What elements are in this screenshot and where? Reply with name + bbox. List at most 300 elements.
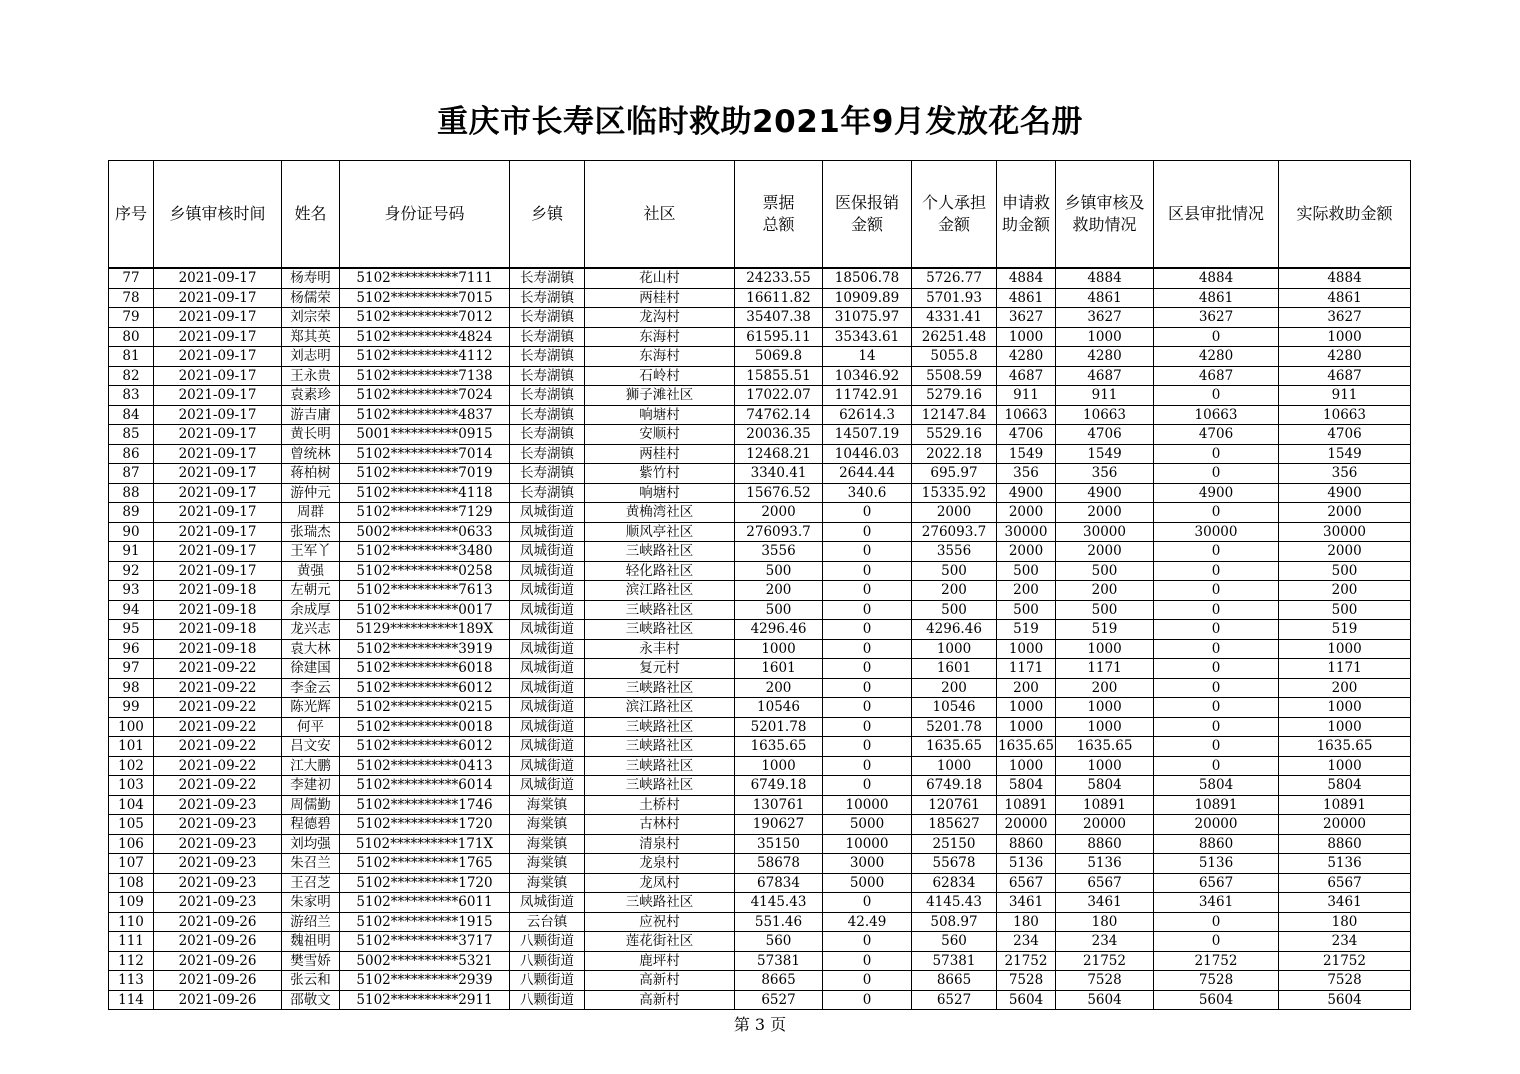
table-cell: 2644.44 [823, 464, 912, 484]
table-cell: 紫竹村 [585, 464, 735, 484]
table-cell: 0 [1154, 659, 1279, 679]
table-cell: 1601 [912, 659, 997, 679]
table-cell: 刘志明 [282, 347, 340, 367]
table-cell: 2021-09-17 [154, 347, 282, 367]
table-cell: 5001**********0915 [340, 425, 510, 445]
table-cell: 两桂村 [585, 444, 735, 464]
table-cell: 7528 [1279, 971, 1411, 991]
table-cell: 911 [1279, 386, 1411, 406]
table-cell: 三峡路社区 [585, 542, 735, 562]
table-cell: 三峡路社区 [585, 893, 735, 913]
table-cell: 4331.41 [912, 308, 997, 328]
table-cell: 5102**********4824 [340, 327, 510, 347]
table-cell: 袁素珍 [282, 386, 340, 406]
table-cell: 5604 [997, 990, 1056, 1010]
table-cell: 5102**********7613 [340, 581, 510, 601]
table-cell: 土桥村 [585, 795, 735, 815]
table-cell: 4900 [1279, 483, 1411, 503]
table-cell: 4280 [1154, 347, 1279, 367]
table-cell: 5136 [1056, 854, 1154, 874]
table-cell: 1000 [1279, 639, 1411, 659]
table-cell: 30000 [1154, 522, 1279, 542]
table-cell: 35407.38 [735, 308, 823, 328]
table-cell: 2021-09-17 [154, 483, 282, 503]
table-cell: 杨儒荣 [282, 288, 340, 308]
table-row [109, 971, 1411, 991]
table-cell: 2021-09-18 [154, 639, 282, 659]
table-cell: 程德碧 [282, 815, 340, 835]
table-cell: 0 [823, 737, 912, 757]
table-cell: 519 [997, 620, 1056, 640]
table-cell: 15335.92 [912, 483, 997, 503]
table-cell: 长寿湖镇 [510, 444, 585, 464]
table-cell: 1000 [735, 639, 823, 659]
table-cell: 200 [1279, 678, 1411, 698]
table-cell: 7528 [1154, 971, 1279, 991]
table-cell: 3627 [1056, 308, 1154, 328]
table-cell: 2021-09-26 [154, 912, 282, 932]
table-cell: 508.97 [912, 912, 997, 932]
table-cell: 10663 [1056, 405, 1154, 425]
table-cell: 5102**********7015 [340, 288, 510, 308]
column-header: 区县审批情况 [1154, 161, 1279, 269]
table-cell: 340.6 [823, 483, 912, 503]
table-cell: 8860 [1154, 834, 1279, 854]
table-cell: 2021-09-18 [154, 600, 282, 620]
table-cell: 永丰村 [585, 639, 735, 659]
table-cell: 20000 [1056, 815, 1154, 835]
table-cell: 凤城街道 [510, 717, 585, 737]
table-cell: 魏祖明 [282, 932, 340, 952]
table-cell: 5102**********3919 [340, 639, 510, 659]
table-cell: 5102**********4112 [340, 347, 510, 367]
table-row [109, 834, 1411, 854]
table-cell: 古林村 [585, 815, 735, 835]
table-cell: 3461 [1056, 893, 1154, 913]
table-cell: 海棠镇 [510, 873, 585, 893]
table-cell: 102 [109, 756, 154, 776]
table-cell: 5102**********6018 [340, 659, 510, 679]
table-cell: 复元村 [585, 659, 735, 679]
table-row [109, 678, 1411, 698]
table-cell: 0 [1154, 386, 1279, 406]
table-cell: 6567 [1279, 873, 1411, 893]
table-cell: 0 [1154, 503, 1279, 523]
table-cell: 106 [109, 834, 154, 854]
table-cell: 10663 [997, 405, 1056, 425]
table-cell: 10000 [823, 795, 912, 815]
table-cell: 3627 [1154, 308, 1279, 328]
table-cell: 0 [1154, 639, 1279, 659]
table-cell: 180 [997, 912, 1056, 932]
table-cell: 2021-09-17 [154, 561, 282, 581]
table-cell: 5136 [1154, 854, 1279, 874]
table-cell: 4296.46 [735, 620, 823, 640]
table-cell: 10446.03 [823, 444, 912, 464]
table-row [109, 951, 1411, 971]
table-cell: 凤城街道 [510, 678, 585, 698]
table-cell: 2021-09-26 [154, 932, 282, 952]
table-cell: 陈光辉 [282, 698, 340, 718]
table-row [109, 600, 1411, 620]
table-cell: 0 [823, 932, 912, 952]
table-cell: 2022.18 [912, 444, 997, 464]
table-cell: 200 [912, 678, 997, 698]
table-cell: 200 [1056, 678, 1154, 698]
table-cell: 58678 [735, 854, 823, 874]
table-cell: 4900 [997, 483, 1056, 503]
table-cell: 5201.78 [912, 717, 997, 737]
table-cell: 500 [1279, 561, 1411, 581]
table-cell: 3556 [912, 542, 997, 562]
table-cell: 0 [823, 678, 912, 698]
table-cell: 93 [109, 581, 154, 601]
table-cell: 5102**********6012 [340, 678, 510, 698]
table-cell: 5000 [823, 815, 912, 835]
table-row [109, 561, 1411, 581]
table-cell: 10891 [1154, 795, 1279, 815]
table-row [109, 542, 1411, 562]
table-cell: 6527 [912, 990, 997, 1010]
table-cell: 62614.3 [823, 405, 912, 425]
table-cell: 8665 [912, 971, 997, 991]
table-row [109, 737, 1411, 757]
table-row [109, 795, 1411, 815]
table-cell: 107 [109, 854, 154, 874]
table-cell: 2021-09-26 [154, 971, 282, 991]
table-cell: 5102**********6012 [340, 737, 510, 757]
table-cell: 1000 [912, 756, 997, 776]
table-cell: 67834 [735, 873, 823, 893]
table-cell: 6567 [997, 873, 1056, 893]
table-cell: 101 [109, 737, 154, 757]
table-cell: 黄桷湾社区 [585, 503, 735, 523]
table-cell: 江大鹏 [282, 756, 340, 776]
table-cell: 蒋柏树 [282, 464, 340, 484]
table-cell: 2021-09-17 [154, 425, 282, 445]
table-cell: 0 [823, 776, 912, 796]
table-cell: 0 [1154, 678, 1279, 698]
table-cell: 4687 [1279, 366, 1411, 386]
table-cell: 黄长明 [282, 425, 340, 445]
table-row [109, 717, 1411, 737]
table-row [109, 425, 1411, 445]
table-cell: 余成厚 [282, 600, 340, 620]
table-cell: 83 [109, 386, 154, 406]
table-cell: 42.49 [823, 912, 912, 932]
table-cell: 10000 [823, 834, 912, 854]
table-row [109, 327, 1411, 347]
table-cell: 2021-09-17 [154, 327, 282, 347]
table-row [109, 386, 1411, 406]
table-cell: 5804 [997, 776, 1056, 796]
table-cell: 5102**********7138 [340, 366, 510, 386]
table-cell: 0 [823, 542, 912, 562]
table-cell: 1000 [1279, 698, 1411, 718]
table-cell: 4145.43 [912, 893, 997, 913]
table-cell: 滨江路社区 [585, 698, 735, 718]
table-cell: 1000 [997, 756, 1056, 776]
table-cell: 551.46 [735, 912, 823, 932]
table-cell: 113 [109, 971, 154, 991]
table-cell: 安顺村 [585, 425, 735, 445]
table-row [109, 990, 1411, 1010]
table-cell: 1000 [997, 639, 1056, 659]
column-header: 姓名 [282, 161, 340, 269]
table-cell: 海棠镇 [510, 815, 585, 835]
table-cell: 109 [109, 893, 154, 913]
table-cell: 吕文安 [282, 737, 340, 757]
table-cell: 5136 [1279, 854, 1411, 874]
table-cell: 长寿湖镇 [510, 347, 585, 367]
table-cell: 4296.46 [912, 620, 997, 640]
table-row [109, 464, 1411, 484]
table-cell: 5604 [1154, 990, 1279, 1010]
table-cell: 长寿湖镇 [510, 464, 585, 484]
table-cell: 游仲元 [282, 483, 340, 503]
table-cell: 8860 [1056, 834, 1154, 854]
table-cell: 1000 [912, 639, 997, 659]
table-cell: 轻化路社区 [585, 561, 735, 581]
table-row [109, 308, 1411, 328]
table-row [109, 366, 1411, 386]
table-cell: 东海村 [585, 347, 735, 367]
table-cell: 2021-09-17 [154, 542, 282, 562]
page-title: 重庆市长寿区临时救助2021年9月发放花名册 [437, 104, 1083, 140]
table-cell: 2021-09-22 [154, 717, 282, 737]
table-cell: 234 [997, 932, 1056, 952]
table-cell: 85 [109, 425, 154, 445]
table-cell: 5102**********0215 [340, 698, 510, 718]
column-header: 乡镇审核及 救助情况 [1056, 161, 1154, 269]
table-cell: 邵敬文 [282, 990, 340, 1010]
table-cell: 0 [823, 503, 912, 523]
table-cell: 5804 [1056, 776, 1154, 796]
table-cell: 81 [109, 347, 154, 367]
table-cell: 1000 [1056, 756, 1154, 776]
table-cell: 2021-09-17 [154, 366, 282, 386]
table-row [109, 347, 1411, 367]
table-cell: 0 [823, 561, 912, 581]
table-cell: 5069.8 [735, 347, 823, 367]
table-cell: 5055.8 [912, 347, 997, 367]
page-number: 第 3 页 [733, 1015, 787, 1034]
table-cell: 1000 [735, 756, 823, 776]
table-cell: 4145.43 [735, 893, 823, 913]
table-cell: 凤城街道 [510, 581, 585, 601]
table-cell: 103 [109, 776, 154, 796]
table-cell: 180 [1056, 912, 1154, 932]
table-cell: 5508.59 [912, 366, 997, 386]
table-cell: 朱家明 [282, 893, 340, 913]
table-cell: 1000 [997, 698, 1056, 718]
column-header: 医保报销 金额 [823, 161, 912, 269]
table-cell: 0 [1154, 756, 1279, 776]
table-cell: 2021-09-17 [154, 288, 282, 308]
table-row [109, 405, 1411, 425]
table-cell: 234 [1279, 932, 1411, 952]
table-cell: 61595.11 [735, 327, 823, 347]
table-cell: 4900 [1056, 483, 1154, 503]
table-cell: 8860 [997, 834, 1056, 854]
table-cell: 30000 [1279, 522, 1411, 542]
table-cell: 2000 [912, 503, 997, 523]
table-cell: 4861 [1279, 288, 1411, 308]
table-cell: 500 [997, 600, 1056, 620]
table-cell: 2021-09-26 [154, 990, 282, 1010]
table-cell: 5701.93 [912, 288, 997, 308]
table-cell: 1000 [1056, 327, 1154, 347]
table-cell: 黄强 [282, 561, 340, 581]
table-cell: 3461 [997, 893, 1056, 913]
table-cell: 10909.89 [823, 288, 912, 308]
table-row [109, 639, 1411, 659]
table-cell: 356 [1279, 464, 1411, 484]
table-cell: 200 [735, 581, 823, 601]
table-cell: 10891 [1279, 795, 1411, 815]
table-cell: 凤城街道 [510, 659, 585, 679]
table-cell: 4280 [1056, 347, 1154, 367]
table-cell: 911 [1056, 386, 1154, 406]
table-cell: 1171 [1056, 659, 1154, 679]
table-cell: 长寿湖镇 [510, 327, 585, 347]
table-cell: 1635.65 [998, 738, 1054, 754]
table-cell: 114 [109, 990, 154, 1010]
table-cell: 龙兴志 [282, 620, 340, 640]
table-cell: 0 [1154, 600, 1279, 620]
table-cell: 0 [823, 990, 912, 1010]
table-cell: 周儒勤 [282, 795, 340, 815]
table-cell: 5102**********7012 [340, 308, 510, 328]
table-cell: 杨寿明 [282, 268, 340, 288]
table-cell: 2021-09-23 [154, 873, 282, 893]
table-cell: 20036.35 [735, 425, 823, 445]
table-cell: 3627 [1279, 308, 1411, 328]
table-cell: 5201.78 [735, 717, 823, 737]
table-cell: 0 [823, 698, 912, 718]
table-cell: 15855.51 [735, 366, 823, 386]
table-cell: 高新村 [585, 971, 735, 991]
table-cell: 4706 [1056, 425, 1154, 445]
table-cell: 911 [997, 386, 1056, 406]
table-cell: 0 [823, 659, 912, 679]
table-cell: 0 [823, 600, 912, 620]
table-cell: 5000 [823, 873, 912, 893]
table-cell: 14507.19 [823, 425, 912, 445]
table-cell: 三峡路社区 [585, 737, 735, 757]
table-cell: 凤城街道 [510, 522, 585, 542]
table-cell: 10891 [1056, 795, 1154, 815]
table-cell: 3461 [1279, 893, 1411, 913]
table-cell: 87 [109, 464, 154, 484]
table-cell: 0 [1154, 698, 1279, 718]
table-cell: 凤城街道 [510, 542, 585, 562]
table-cell: 94 [109, 600, 154, 620]
table-cell: 112 [109, 951, 154, 971]
table-cell: 4687 [997, 366, 1056, 386]
table-cell: 刘均强 [282, 834, 340, 854]
table-cell: 1000 [1056, 717, 1154, 737]
column-header: 身份证号码 [340, 161, 510, 269]
table-cell: 三峡路社区 [585, 756, 735, 776]
table-cell: 500 [1056, 561, 1154, 581]
table-cell: 190627 [735, 815, 823, 835]
table-cell: 95 [109, 620, 154, 640]
table-cell: 2021-09-18 [154, 620, 282, 640]
table-cell: 八颗街道 [510, 971, 585, 991]
table-cell: 1549 [1056, 444, 1154, 464]
table-cell: 2021-09-23 [154, 893, 282, 913]
table-cell: 长寿湖镇 [510, 405, 585, 425]
table-cell: 5102**********0258 [340, 561, 510, 581]
table-cell: 8665 [735, 971, 823, 991]
table-cell: 500 [735, 600, 823, 620]
table-cell: 曾统林 [282, 444, 340, 464]
table-cell: 25150 [912, 834, 997, 854]
table-cell: 0 [1154, 464, 1279, 484]
table-cell: 104 [109, 795, 154, 815]
table-cell: 200 [997, 581, 1056, 601]
table-cell: 王永贵 [282, 366, 340, 386]
table-cell: 高新村 [585, 990, 735, 1010]
table-cell: 狮子滩社区 [585, 386, 735, 406]
table-cell: 3627 [997, 308, 1056, 328]
table-cell: 105 [109, 815, 154, 835]
table-cell: 1549 [1279, 444, 1411, 464]
table-cell: 0 [823, 581, 912, 601]
table-cell: 4861 [997, 288, 1056, 308]
table-cell: 5102**********4118 [340, 483, 510, 503]
table-cell: 张瑞杰 [282, 522, 340, 542]
table-cell: 5102**********3480 [340, 542, 510, 562]
table-cell: 108 [109, 873, 154, 893]
table-cell: 3340.41 [735, 464, 823, 484]
table-cell: 0 [823, 756, 912, 776]
table-row [109, 932, 1411, 952]
table-cell: 海棠镇 [510, 854, 585, 874]
column-header: 社区 [585, 161, 735, 269]
table-cell: 91 [109, 542, 154, 562]
table-cell: 6527 [735, 990, 823, 1010]
table-cell: 4706 [1154, 425, 1279, 445]
table-cell: 1000 [1279, 717, 1411, 737]
table-cell: 5102**********7129 [340, 503, 510, 523]
table-cell: 2000 [1056, 542, 1154, 562]
table-row [109, 698, 1411, 718]
table-cell: 5102**********6011 [340, 893, 510, 913]
table-cell: 石岭村 [585, 366, 735, 386]
table-cell: 2000 [1056, 503, 1154, 523]
table-cell: 180 [1279, 912, 1411, 932]
table-body [109, 268, 1411, 1010]
table-cell: 4884 [1279, 268, 1411, 288]
table-cell: 三峡路社区 [585, 600, 735, 620]
table-cell: 500 [735, 561, 823, 581]
table-cell: 96 [109, 639, 154, 659]
table-cell: 1171 [997, 659, 1056, 679]
table-row [109, 659, 1411, 679]
table-cell: 5102**********1915 [340, 912, 510, 932]
table-cell: 200 [1279, 581, 1411, 601]
table-cell: 王召芝 [282, 873, 340, 893]
table-cell: 樊雪娇 [282, 951, 340, 971]
table-cell: 2021-09-17 [154, 386, 282, 406]
table-cell: 7528 [1056, 971, 1154, 991]
table-cell: 560 [735, 932, 823, 952]
table-cell: 5002**********5321 [340, 951, 510, 971]
table-cell: 3000 [823, 854, 912, 874]
table-cell: 5129**********189X [340, 620, 510, 640]
